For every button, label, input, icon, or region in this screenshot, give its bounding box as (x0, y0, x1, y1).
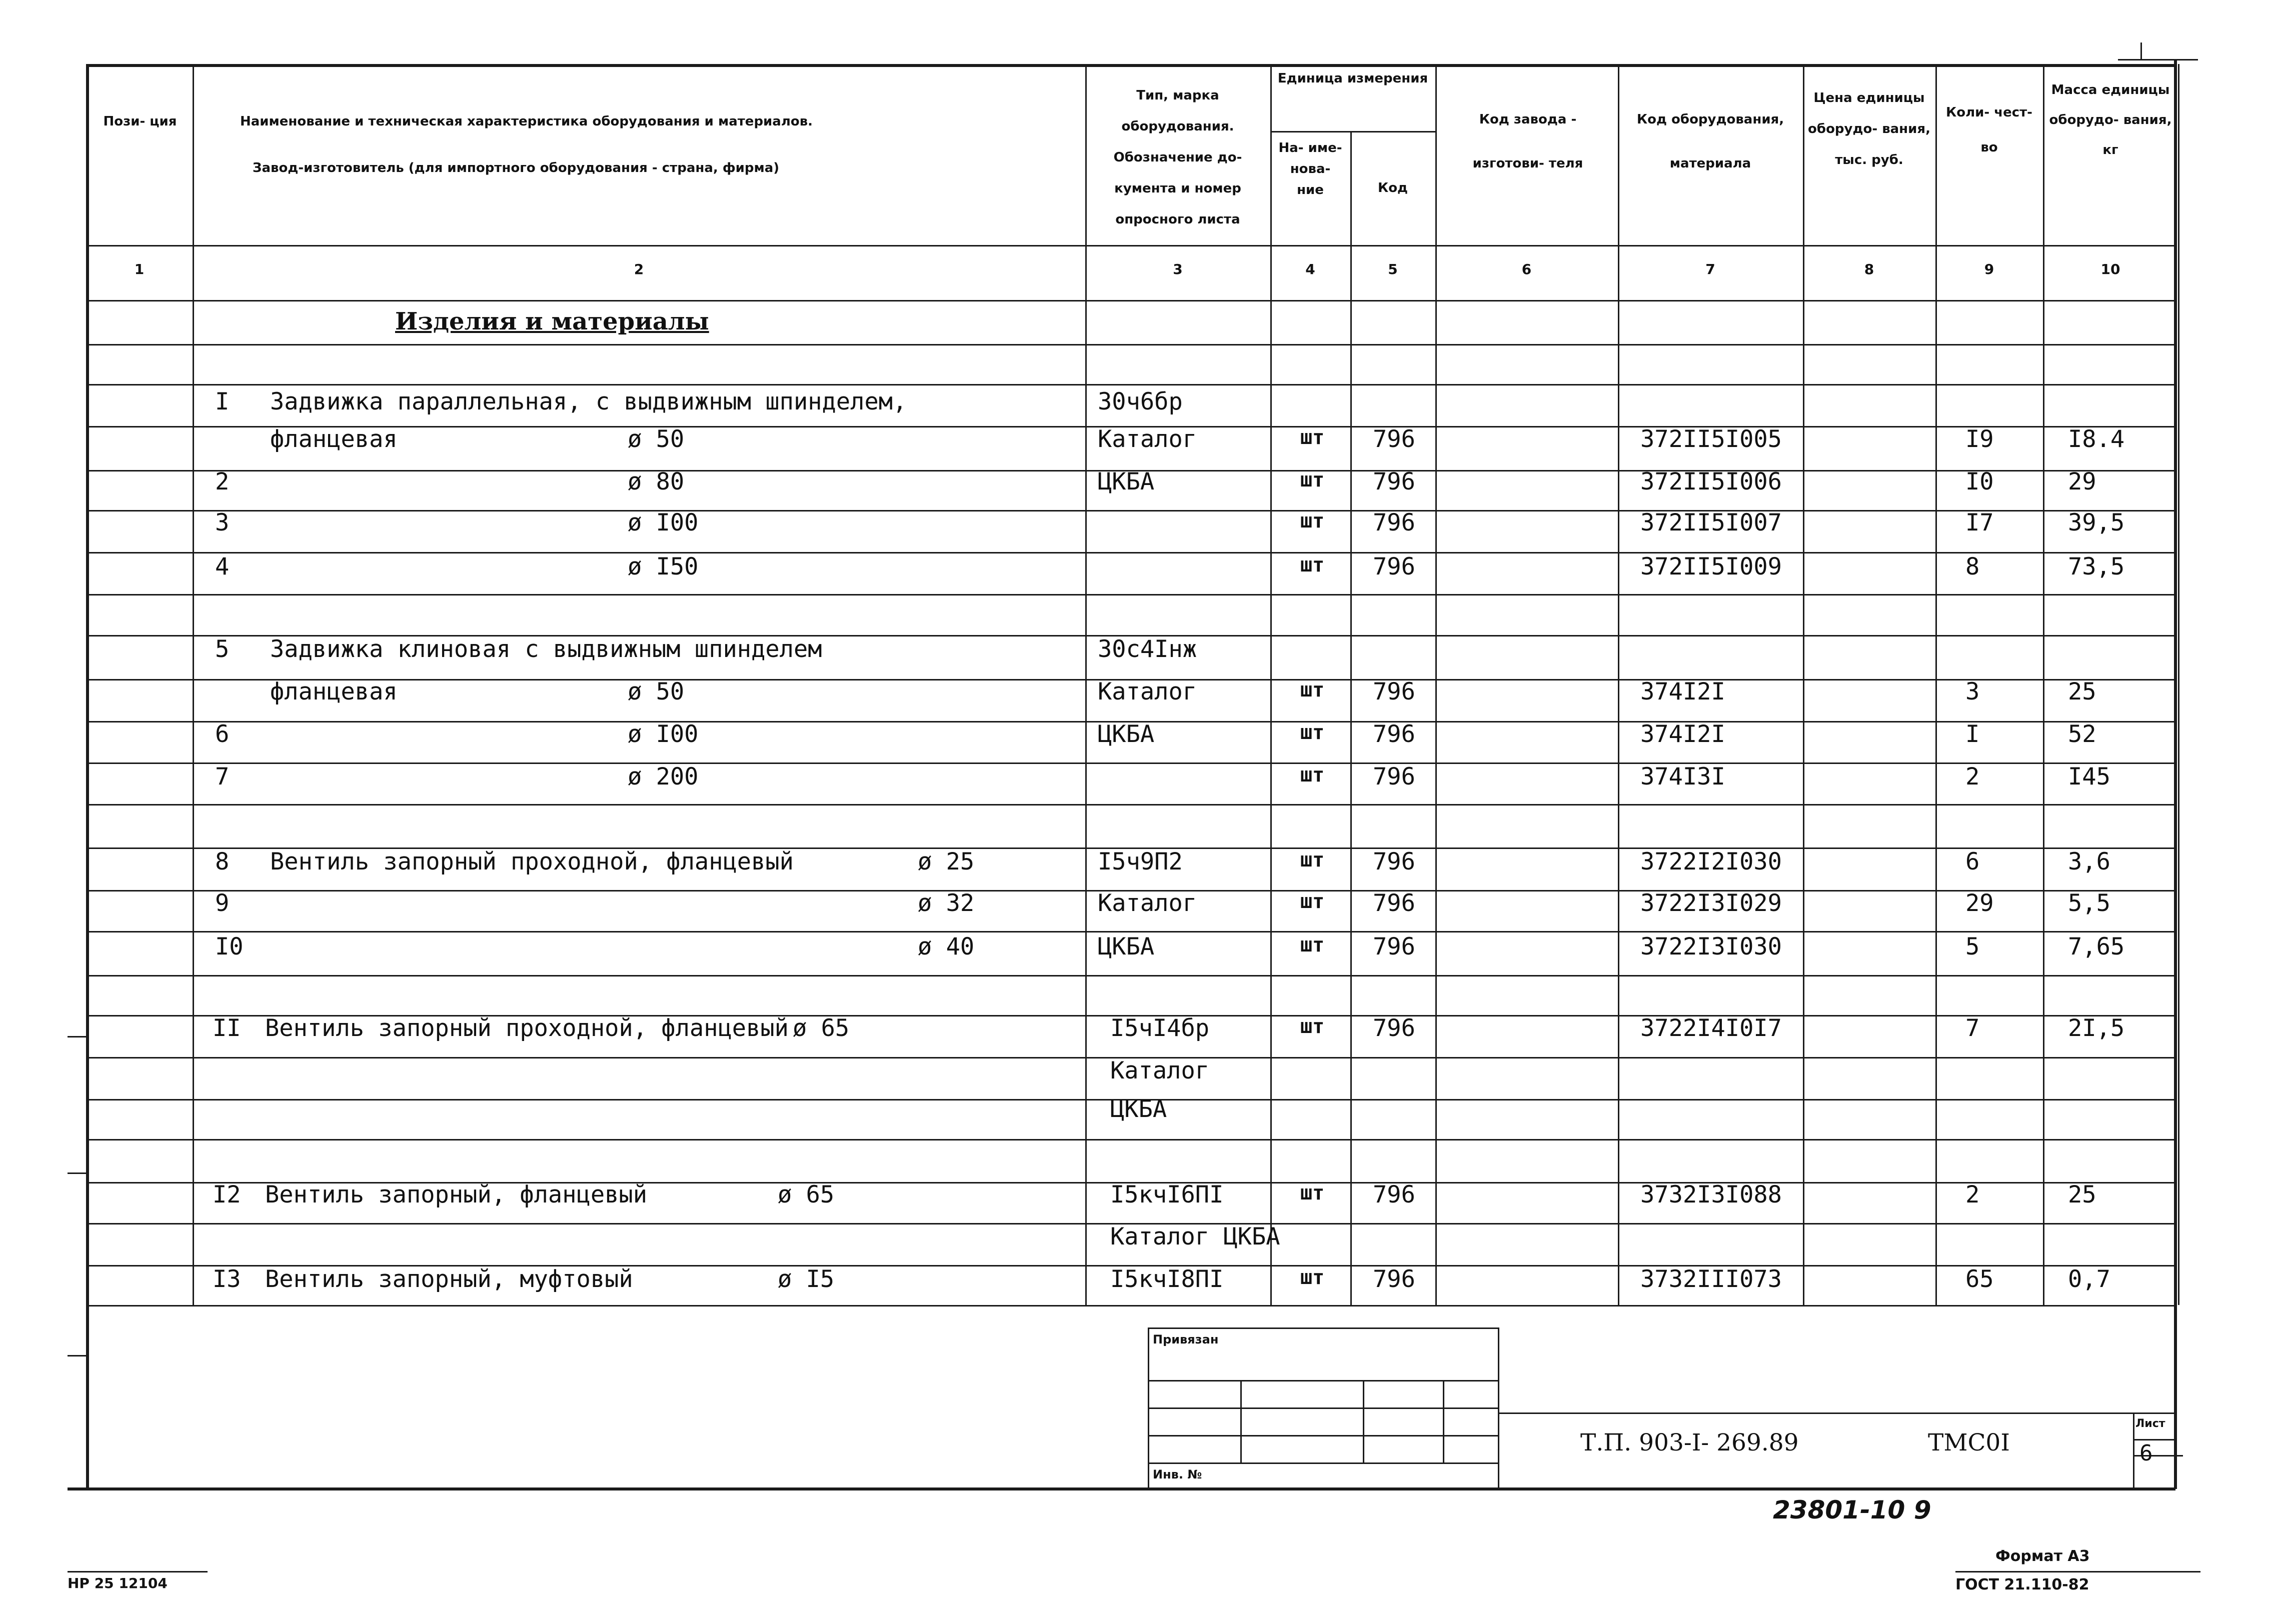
header-col3: Тип, марка оборудования. Обозначение до- кумента и номер опросного листа (1113, 88, 1242, 227)
row-position: I0 (215, 933, 244, 960)
row-equipment-code: 374I2I (1640, 678, 1725, 706)
header-col2-line2: Завод-изготовитель (для импортного оборудования - страна, фирма) (253, 160, 780, 176)
row-unit-code: 796 (1373, 848, 1415, 876)
margin-tick (68, 1036, 88, 1038)
row-unit: шт (1300, 1015, 1325, 1038)
row-quantity: 2 (1965, 763, 1980, 790)
row-mass: 7,65 (2068, 933, 2125, 960)
row-quantity: I0 (1965, 468, 1994, 496)
column-number: 3 (1173, 261, 1183, 278)
row-mass: 0,7 (2068, 1266, 2110, 1293)
margin-tick (68, 1355, 88, 1356)
row-name: фланцевая (270, 426, 398, 453)
row-position: 9 (215, 890, 230, 917)
row-name: Задвижка клиновая с выдвижным шпинделем (270, 636, 822, 663)
row-diameter: ø I00 (628, 509, 699, 536)
row-unit-code: 796 (1373, 1181, 1415, 1208)
row-equipment-code: 372II5I005 (1640, 426, 1782, 453)
row-quantity: 5 (1965, 933, 1980, 960)
row-mass: 2I,5 (2068, 1014, 2125, 1042)
row-unit: шт (1300, 426, 1325, 449)
row-type: ЦКБА (1098, 468, 1155, 496)
row-type: ЦКБА (1098, 720, 1155, 748)
row-position: I (215, 388, 230, 416)
row-unit-code: 796 (1373, 933, 1415, 960)
row-type: Каталог (1110, 1057, 1210, 1084)
row-position: 4 (215, 553, 230, 580)
header-col6: Код завода - изготови- теля (1472, 112, 1583, 171)
row-type: Каталог (1098, 890, 1197, 917)
row-mass: 25 (2068, 678, 2096, 706)
row-unit: шт (1300, 721, 1325, 744)
row-name: фланцевая (270, 678, 398, 706)
row-name: Вентиль запорный, фланцевый (265, 1181, 648, 1208)
row-unit: шт (1300, 1182, 1325, 1204)
header-col10: Масса единицы оборудо- вания, кг (2049, 82, 2172, 158)
row-equipment-code: 3732I3I088 (1640, 1181, 1782, 1208)
row-type: I5ч9П2 (1098, 848, 1183, 876)
row-equipment-code: 372II5I009 (1640, 553, 1782, 580)
doc-mark: ТМС0I (1928, 1429, 2010, 1456)
footer-rule-left (68, 1571, 208, 1572)
row-unit: шт (1300, 934, 1325, 956)
column-number: 2 (634, 261, 644, 278)
row-quantity: 65 (1965, 1266, 1994, 1293)
row-position: I3 (213, 1266, 241, 1293)
row-equipment-code: 3722I4I0I7 (1640, 1014, 1782, 1042)
row-type: I5кчI6ПI (1110, 1181, 1224, 1208)
row-mass: 52 (2068, 720, 2096, 748)
column-number: 1 (134, 261, 145, 278)
row-unit: шт (1300, 468, 1325, 492)
header-col7: Код оборудования, материала (1636, 112, 1784, 171)
row-equipment-code: 3722I2I030 (1640, 848, 1782, 876)
margin-tick (68, 1172, 88, 1174)
footer-rule (1955, 1571, 2200, 1572)
row-type: I5кчI8ПI (1110, 1266, 1224, 1293)
row-equipment-code: 3722I3I029 (1640, 890, 1782, 917)
row-position: 3 (215, 509, 230, 536)
handwritten-number: 23801-10 9 (1773, 1496, 1931, 1524)
row-type: I5чI4бр (1110, 1014, 1210, 1042)
row-mass: 5,5 (2068, 890, 2110, 917)
row-quantity: 7 (1965, 1014, 1980, 1042)
row-diameter: ø 40 (918, 933, 975, 960)
column-number: 7 (1705, 261, 1715, 278)
row-type: Каталог ЦКБА (1110, 1223, 1280, 1250)
stamp-privyazan: Привязан (1153, 1332, 1219, 1346)
row-diameter: ø I00 (628, 720, 699, 748)
column-number: 5 (1388, 261, 1398, 278)
sheet-label: Лист (2135, 1418, 2165, 1430)
row-type: 30ч6бр (1098, 388, 1183, 416)
row-diameter: ø 50 (628, 426, 685, 453)
row-unit-code: 796 (1373, 426, 1415, 453)
row-quantity: I7 (1965, 509, 1994, 536)
row-unit-code: 796 (1373, 890, 1415, 917)
row-position: II (213, 1014, 241, 1042)
row-unit-code: 796 (1373, 763, 1415, 790)
row-mass: 29 (2068, 468, 2096, 496)
header-col5: Код (1377, 180, 1408, 196)
row-diameter: ø 65 (793, 1014, 850, 1042)
row-position: 8 (215, 848, 230, 876)
row-equipment-code: 3732III073 (1640, 1266, 1782, 1293)
stamp-inv-no: Инв. № (1153, 1468, 1202, 1482)
column-number: 10 (2100, 261, 2120, 278)
row-equipment-code: 372II5I006 (1640, 468, 1782, 496)
row-diameter: ø 80 (628, 468, 685, 496)
row-unit-code: 796 (1373, 720, 1415, 748)
row-mass: I8.4 (2068, 426, 2125, 453)
row-type: Каталог (1098, 678, 1197, 706)
row-mass: 3,6 (2068, 848, 2110, 876)
row-position: I2 (213, 1181, 241, 1208)
row-equipment-code: 3722I3I030 (1640, 933, 1782, 960)
row-quantity: 2 (1965, 1181, 1980, 1208)
row-mass: 73,5 (2068, 553, 2125, 580)
row-diameter: ø 32 (918, 890, 975, 917)
row-diameter: ø 25 (918, 848, 975, 876)
row-position: 2 (215, 468, 230, 496)
row-type: Каталог (1098, 426, 1197, 453)
header-col1: Пози- ция (103, 114, 177, 129)
row-name: Вентиль запорный, муфтовый (265, 1266, 633, 1293)
row-unit: шт (1300, 764, 1325, 786)
row-diameter: ø 50 (628, 678, 685, 706)
row-position: 5 (215, 636, 230, 663)
row-diameter: ø 65 (778, 1181, 835, 1208)
row-mass: I45 (2068, 763, 2110, 790)
row-unit-code: 796 (1373, 1014, 1415, 1042)
row-name: Вентиль запорный проходной, фланцевый (265, 1014, 789, 1042)
row-equipment-code: 372II5I007 (1640, 509, 1782, 536)
bottom-left-label: НР 25 12104 (68, 1575, 168, 1592)
row-mass: 39,5 (2068, 509, 2125, 536)
row-unit-code: 796 (1373, 468, 1415, 496)
column-number: 4 (1305, 261, 1315, 278)
header-col2-line1: Наименование и техническая характеристика оборудования и материалов. (240, 114, 813, 129)
row-type: ЦКБА (1098, 933, 1155, 960)
row-position: 7 (215, 763, 230, 790)
row-unit-code: 796 (1373, 553, 1415, 580)
row-unit-code: 796 (1373, 1266, 1415, 1293)
header-col4: На- име- нова- ние (1278, 140, 1342, 198)
row-unit-code: 796 (1373, 509, 1415, 536)
column-number: 6 (1521, 261, 1532, 278)
row-unit: шт (1300, 848, 1325, 872)
row-equipment-code: 374I2I (1640, 720, 1725, 748)
header-col45: Единица измерения (1277, 71, 1428, 86)
sheet-number: 6 (2139, 1440, 2153, 1466)
row-quantity: I9 (1965, 426, 1994, 453)
row-name: Вентиль запорный проходной, фланцевый (270, 848, 794, 876)
margin-tick (2140, 42, 2142, 60)
row-unit: шт (1300, 890, 1325, 913)
doc-code: Т.П. 903-I- 269.89 (1580, 1429, 1799, 1456)
format-label: Формат А3 (1995, 1548, 2090, 1565)
row-type: ЦКБА (1110, 1096, 1167, 1123)
header-col9: Коли- чест- во (1946, 105, 2032, 155)
row-position: 6 (215, 720, 230, 748)
gost-label: ГОСТ 21.110-82 (1955, 1576, 2089, 1594)
row-quantity: 8 (1965, 553, 1980, 580)
section-title: Изделия и материалы (395, 308, 709, 336)
row-mass: 25 (2068, 1181, 2096, 1208)
row-unit: шт (1300, 510, 1325, 532)
row-quantity: 6 (1965, 848, 1980, 876)
row-diameter: ø I50 (628, 553, 699, 580)
row-unit-code: 796 (1373, 678, 1415, 706)
row-type: 30с4Iнж (1098, 636, 1197, 663)
row-unit: шт (1300, 678, 1325, 702)
row-name: Задвижка параллельная, с выдвижным шпинделем, (270, 388, 907, 416)
header-col8: Цена единицы оборудо- вания, тыс. руб. (1808, 90, 1930, 168)
column-number: 8 (1864, 261, 1874, 278)
row-equipment-code: 374I3I (1640, 763, 1725, 790)
column-number: 9 (1984, 261, 1994, 278)
row-diameter: ø 200 (628, 763, 699, 790)
row-quantity: I (1965, 720, 1980, 748)
row-quantity: 29 (1965, 890, 1994, 917)
row-quantity: 3 (1965, 678, 1980, 706)
row-unit: шт (1300, 1266, 1325, 1289)
row-diameter: ø I5 (778, 1266, 835, 1293)
row-unit: шт (1300, 554, 1325, 576)
